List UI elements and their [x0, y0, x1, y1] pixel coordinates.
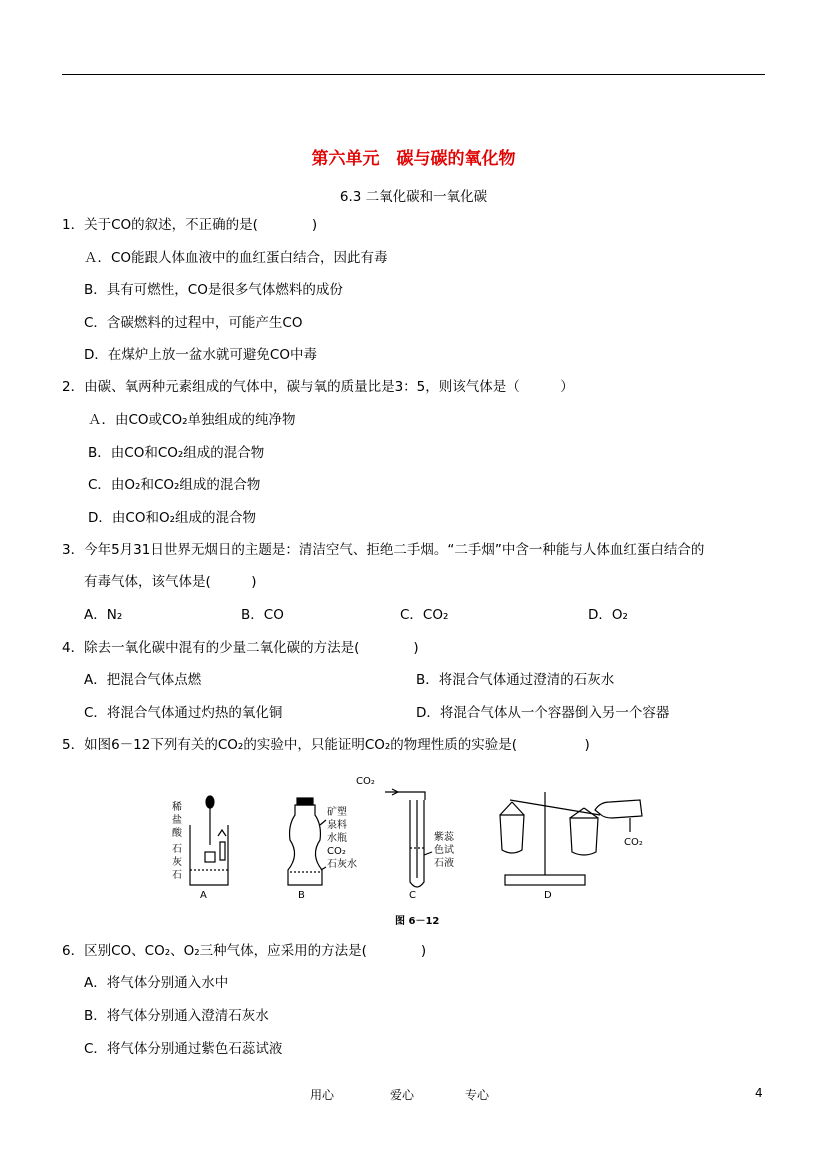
question-4-option-c: C．将混合气体通过灼热的氧化铜	[84, 705, 283, 721]
question-1-stem: 1．关于CO的叙述，不正确的是( )	[62, 217, 318, 233]
question-3-option-c: C．CO₂	[400, 607, 449, 623]
base-d	[505, 875, 585, 885]
page-number: 4	[755, 1086, 763, 1100]
label-c-1: 紫蕊	[434, 832, 454, 843]
experiment-figure	[160, 770, 660, 930]
label-a-4: 石	[172, 844, 182, 855]
limestone-a	[205, 852, 215, 862]
label-d-gas: CO₂	[624, 837, 643, 848]
gas-tube-c	[385, 792, 425, 800]
section-subtitle: 6.3 二氧化碳和一氧化碳	[339, 189, 488, 205]
question-4-option-a: A．把混合气体点燃	[84, 672, 202, 688]
question-3-option-b: B．CO	[241, 607, 284, 623]
footer-left: 用心	[310, 1088, 335, 1102]
label-c-3: 石液	[434, 858, 454, 869]
question-1-option-c: C．含碳燃料的过程中，可能产生CO	[84, 315, 303, 331]
question-1-option-d: D．在煤炉上放一盆水就可避免CO中毒	[84, 347, 317, 363]
label-a-2: 盐	[172, 815, 182, 826]
footer-right: 专心	[465, 1088, 490, 1102]
pouring-bottle-d	[595, 800, 642, 818]
question-2-option-c: C．由O₂和CO₂组成的混合物	[88, 477, 261, 493]
label-b-1: 矿塑	[327, 807, 347, 818]
question-3-stem-line2: 有毒气体，该气体是( )	[84, 574, 257, 590]
question-3-option-a: A．N₂	[84, 607, 123, 623]
question-2-option-b: B．由CO和CO₂组成的混合物	[88, 445, 265, 461]
question-6-stem: 6．区别CO、CO₂、O₂三种气体，应采用的方法是( )	[62, 943, 427, 959]
beaker-a	[190, 825, 228, 885]
label-letter-b: B	[298, 890, 305, 901]
footer-middle: 爱心	[390, 1088, 415, 1102]
figure-caption: 图 6－12	[395, 916, 440, 927]
bottle-b	[288, 805, 322, 885]
label-c-2: 色试	[434, 845, 454, 856]
question-1-option-a: Ａ．CO能跟人体血液中的血红蛋白结合，因此有毒	[84, 250, 388, 266]
label-letter-d: D	[544, 890, 552, 901]
question-6-option-a: A．将气体分别通入水中	[84, 975, 229, 991]
question-4-stem: 4．除去一氧化碳中混有的少量二氧化碳的方法是( )	[62, 640, 419, 656]
label-b-2: 泉料	[327, 820, 347, 831]
label-letter-c: C	[409, 890, 416, 901]
question-6-option-c: C．将气体分别通过紫色石蕊试液	[84, 1041, 283, 1057]
question-2-stem: 2．由碳、氧两种元素组成的气体中，碳与氧的质量比是3：5，则该气体是（ ）	[62, 379, 574, 395]
question-3-option-d: D．O₂	[588, 607, 628, 623]
question-4-option-d: D．将混合气体从一个容器倒入另一个容器	[416, 705, 670, 721]
label-b-4: CO₂	[327, 846, 346, 857]
label-c-gas: CO₂	[356, 776, 375, 787]
question-4-option-b: B．将混合气体通过澄清的石灰水	[416, 672, 615, 688]
label-letter-a: A	[200, 890, 207, 901]
page-title: 第六单元 碳与碳的氧化物	[311, 149, 516, 169]
question-6-option-b: B．将气体分别通入澄清石灰水	[84, 1008, 269, 1024]
label-a-1: 稀	[172, 802, 182, 813]
question-2-option-a: Ａ．由CO或CO₂单独组成的纯净物	[88, 412, 296, 428]
question-3-stem-line1: 3．今年5月31日世界无烟日的主题是：清洁空气、拒绝二手烟。“二手烟”中含一种能与人体血红蛋白结合的	[62, 542, 705, 558]
question-1-option-b: B．具有可燃性，CO是很多气体燃料的成份	[84, 282, 343, 298]
beam-d	[510, 800, 600, 815]
question-2-option-d: D．由CO和O₂组成的混合物	[88, 510, 256, 526]
cup-right-d	[570, 818, 598, 855]
cup-left-d	[500, 815, 524, 853]
header-rule	[62, 74, 765, 75]
question-5-stem: 5．如图6－12下列有关的CO₂的实验中，只能证明CO₂的物理性质的实验是( )	[62, 737, 590, 753]
label-a-5: 灰	[172, 857, 182, 868]
label-b-5: 石灰水	[327, 859, 357, 870]
label-b-3: 水瓶	[327, 833, 347, 844]
label-a-6: 石	[172, 870, 182, 881]
label-a-3: 酸	[172, 828, 182, 839]
